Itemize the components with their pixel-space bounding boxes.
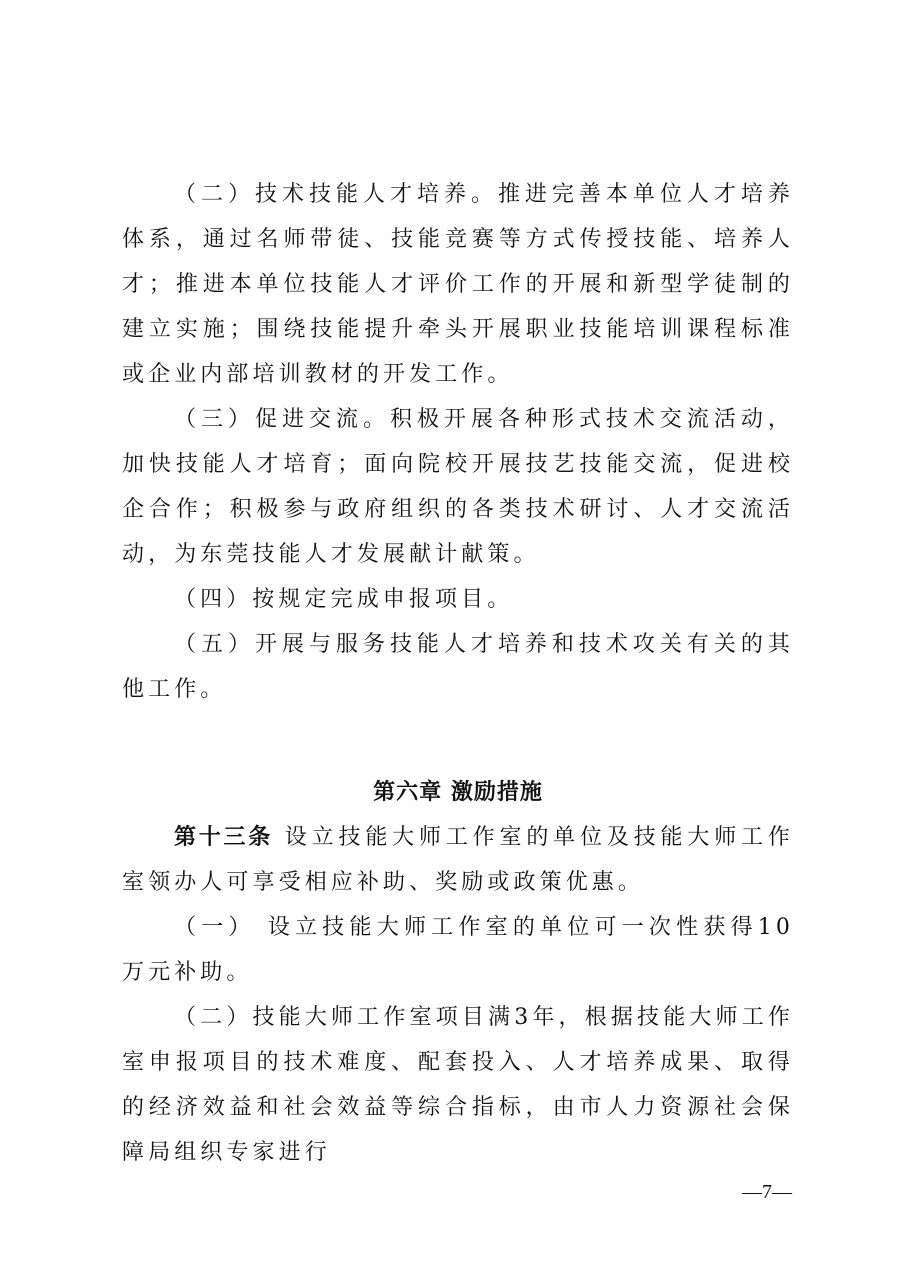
article-thirteen <box>122 815 794 905</box>
document-body <box>122 172 794 1175</box>
article-label: 第十三条 <box>174 825 273 850</box>
chapter-title: 第六章 激励措施 <box>373 780 543 805</box>
paragraph-talent-training: （二）技术技能人才培养。推进完善本单位人才培养体系，通过名师带徒、技能竞赛等方式传授技能、培养人才；推进本单位技能人才评价工作的开展和新型学徒制的建立实施；围绕技能提升牵头开展职业技能培训课程标准或企业内部培训教材的开发工作。 <box>122 182 794 387</box>
paragraph-complete-projects: （四）按规定完成申报项目。 <box>174 587 514 612</box>
article-text: 设立技能大师工作室的单位及技能大师工作室领办人可享受相应补助、奖励或政策优惠。 <box>122 825 794 895</box>
paragraph-promote-exchange: （三）促进交流。积极开展各种形式技术交流活动，加快技能人才培育；面向院校开展技艺技能交流，促进校企合作；积极参与政府组织的各类技术研讨、人才交流活动，为东莞技能人才发展献计献策。 <box>122 407 794 567</box>
paragraph-three-year-evaluation: （二）技能大师工作室项目满3年，根据技能大师工作室申报项目的技术难度、配套投入、人才培养成果、取得的经济效益和社会效益等综合指标，由市人力资源社会保障局组织专家进行 <box>122 1005 794 1165</box>
paragraph-other-work: （五）开展与服务技能人才培养和技术攻关有关的其他工作。 <box>122 632 794 702</box>
paragraph-one-time-subsidy: （一） 设立技能大师工作室的单位可一次性获得10万元补助。 <box>122 915 794 985</box>
page-number: —7— <box>742 1181 792 1203</box>
